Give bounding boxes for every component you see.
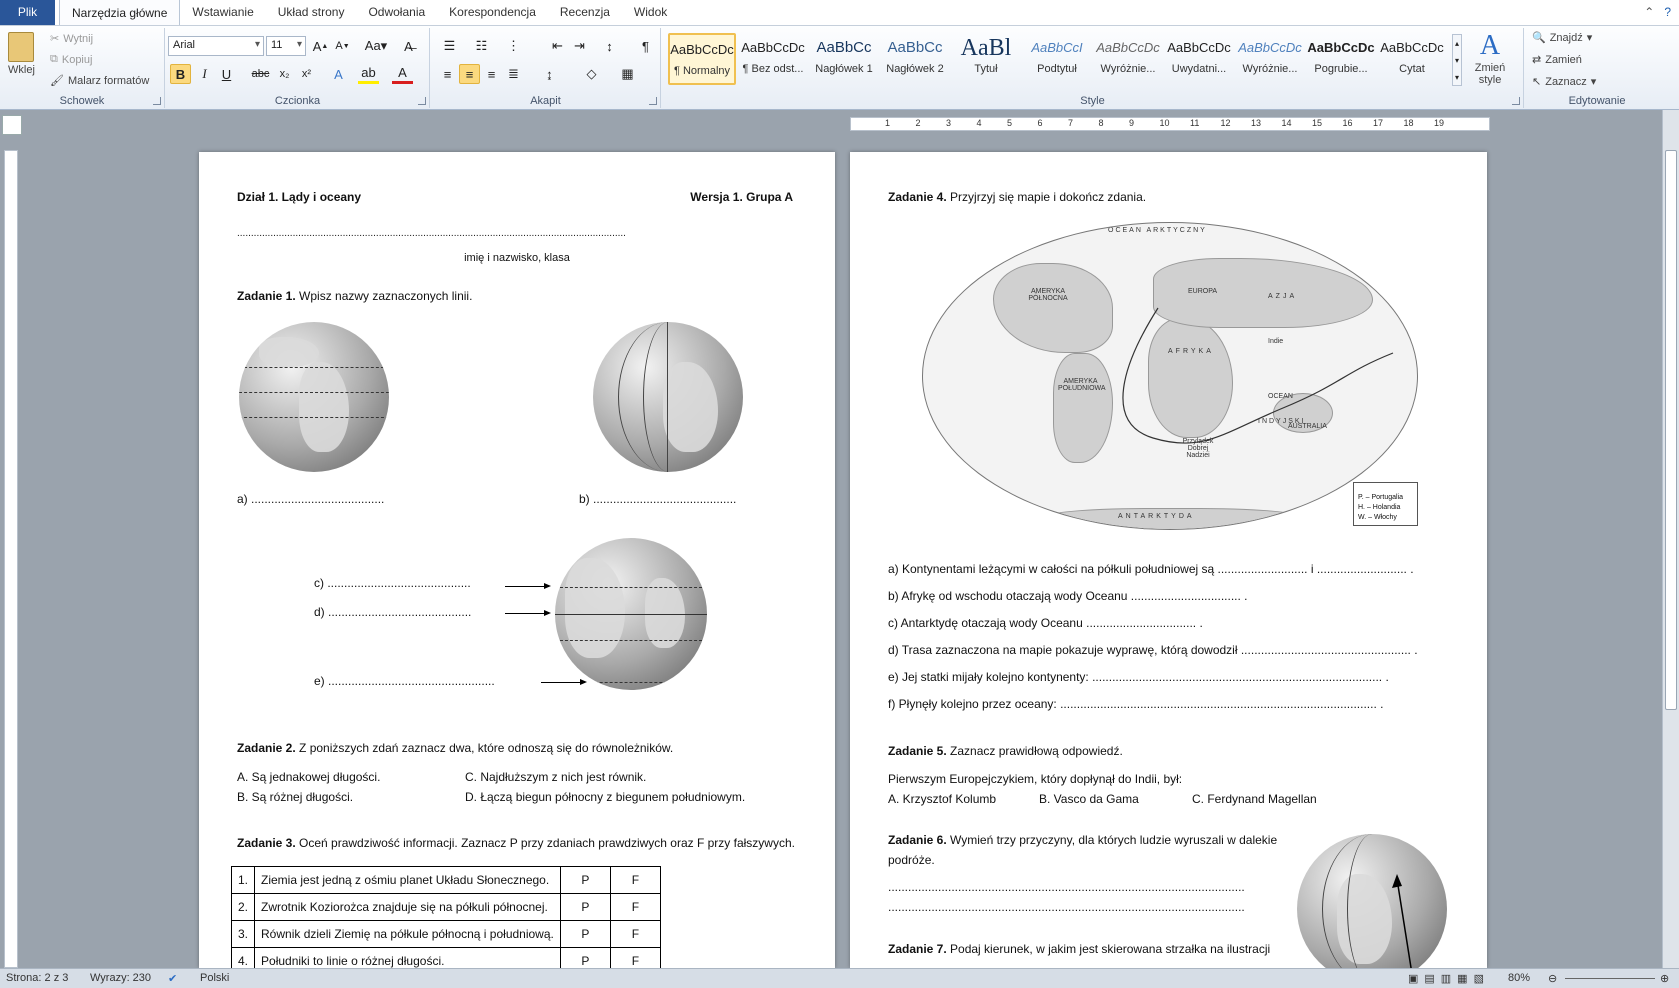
paste-icon — [8, 32, 34, 62]
text-effects-icon[interactable]: A — [334, 66, 343, 82]
ruler-tick-label: 1 — [885, 118, 891, 128]
table-cell: Równik dzieli Ziemię na półkule północną i południową. — [255, 921, 561, 948]
task5-question: Pierwszym Europejczykiem, który dopłynął do Indii, był: — [888, 772, 1183, 786]
align-left-icon[interactable]: ≡ — [443, 66, 452, 82]
task5-option-c[interactable]: C. Ferdynand Magellan — [1192, 792, 1317, 806]
task6-text-2: podróże. — [888, 853, 935, 867]
zoom-level[interactable]: 80% — [1508, 972, 1531, 984]
ruler-tick-label: 16 — [1342, 118, 1353, 128]
table-cell[interactable]: F — [610, 894, 660, 921]
direction-arrow — [1297, 834, 1447, 984]
style-item[interactable]: AaBbCcDc Pogrubie... — [1307, 40, 1375, 75]
map-legend: P. – Portugalia H. – Holandia W. – Włochy — [1353, 482, 1418, 526]
style-item[interactable]: AaBbCcI Podtytuł — [1031, 40, 1083, 75]
style-item[interactable]: AaBbCc Nagłówek 1 — [815, 39, 873, 75]
task6-text: Wymień trzy przyczyny, dla których ludzie wyruszali w dalekie — [950, 833, 1278, 847]
question-b: b) Afrykę od wschodu otaczają wody Oceanu ................................. . — [888, 589, 1248, 603]
task4-text: Przyjrzyj się mapie i dokończ zdania. — [950, 190, 1147, 204]
decrease-indent-icon[interactable]: ⇤ — [552, 38, 563, 53]
task5-option-a[interactable]: A. Krzysztof Kolumb — [888, 792, 997, 806]
zoom-in-icon[interactable]: ⊕ — [1660, 973, 1670, 985]
tab-view[interactable]: Widok — [633, 5, 668, 19]
globe-parallels — [239, 322, 389, 472]
status-bar — [0, 968, 1679, 988]
map-label-indian: INDYJSKI — [1258, 418, 1306, 425]
tab-file[interactable]: Plik — [0, 0, 55, 25]
underline-icon[interactable]: U — [221, 66, 232, 82]
borders-icon[interactable]: ▦ — [621, 66, 634, 81]
task2-option-b[interactable]: B. Są różnej długości. — [237, 790, 354, 804]
task2-option-a[interactable]: A. Są jednakowej długości. — [237, 770, 381, 784]
table-cell: 3. — [232, 921, 255, 948]
map-label-cape: Przylądek Dobrej Nadziei — [1182, 438, 1214, 459]
bullets-icon[interactable]: ☰ — [443, 38, 456, 53]
tab-selector[interactable] — [2, 115, 22, 135]
header-right: Wersja 1. Grupa A — [690, 190, 793, 204]
header-left: Dział 1. Lądy i oceany — [237, 190, 362, 204]
superscript-icon[interactable]: x² — [301, 68, 312, 80]
tab-home[interactable]: Narzędzia główne — [59, 0, 180, 25]
true-false-table — [231, 866, 661, 975]
cut-button[interactable]: ✂ Wytnij — [50, 32, 94, 45]
ribbon-tab-bar — [0, 0, 1679, 26]
task5-option-b[interactable]: B. Vasco da Gama — [1039, 792, 1139, 806]
task3-title: Zadanie 3. — [237, 836, 296, 850]
tab-insert[interactable]: Wstawianie — [192, 5, 254, 19]
ruler-tick-label: 15 — [1312, 118, 1323, 128]
table-cell: Zwrotnik Koziorożca znajduje się na półkuli północnej. — [255, 894, 561, 921]
map-label-asia: AZJA — [1268, 293, 1298, 300]
group-label-clipboard: Schowek — [59, 95, 105, 107]
ruler-tick-label: 14 — [1281, 118, 1292, 128]
style-item[interactable]: AaBbCcDc Wyróżnie... — [1238, 40, 1302, 75]
table-row — [232, 894, 661, 921]
bold-icon[interactable]: B — [170, 64, 191, 84]
table-cell[interactable]: P — [560, 948, 610, 975]
map-label-south-america: AMERYKA POŁUDNIOWA — [1058, 378, 1106, 392]
italic-icon[interactable]: I — [202, 66, 207, 81]
world-map — [922, 222, 1418, 530]
group-label-editing: Edytowanie — [1568, 95, 1626, 107]
map-label-ocean: OCEAN — [1268, 393, 1293, 400]
binoculars-icon: 🔍 — [1532, 32, 1546, 44]
shrink-font-icon[interactable]: A ▼ — [335, 40, 350, 52]
minimize-ribbon-icon[interactable]: ⌃ — [1644, 5, 1655, 19]
group-label-styles: Style — [1080, 95, 1105, 107]
arrow-e — [541, 682, 585, 683]
styles-scroll-icon[interactable]: ▴ ▾ ▾ — [1452, 34, 1462, 86]
answer-b: b) ........................................... — [579, 492, 737, 506]
ruler-tick-label: 5 — [1007, 118, 1013, 128]
map-label-africa: AFRYKA — [1168, 348, 1214, 355]
grow-font-icon[interactable]: A ▲ — [312, 38, 329, 54]
zoom-slider[interactable] — [1565, 978, 1655, 979]
style-item[interactable]: AaBbCcDc Cytat — [1380, 40, 1444, 75]
replace-icon: ⇄ — [1532, 54, 1542, 66]
group-clipboard — [0, 28, 165, 108]
globe-meridians — [593, 322, 743, 472]
question-f: f) Płynęły kolejno przez oceany: ............................................................................................... . — [888, 697, 1384, 711]
group-label-font: Czcionka — [274, 95, 321, 107]
help-icon[interactable]: ? — [1664, 5, 1671, 19]
sort-icon[interactable]: ↕ — [606, 38, 613, 54]
highlight-icon[interactable]: ab — [358, 64, 379, 84]
question-c: c) Antarktydę otaczają wody Oceanu ................................. . — [888, 616, 1203, 630]
language[interactable]: Polski — [200, 972, 230, 984]
map-label-india: Indie — [1268, 338, 1284, 345]
group-styles — [662, 28, 1524, 108]
question-d: d) Trasa zaznaczona na mapie pokazuje wyprawę, którą dowodził ................................................... . — [888, 643, 1418, 657]
scrollbar-thumb[interactable] — [1665, 150, 1677, 710]
task6-title: Zadanie 6. — [888, 833, 947, 847]
name-line: ............................................................................................................................................ — [237, 228, 626, 239]
style-item[interactable]: AaBbCcDc Wyróżnie... — [1096, 40, 1160, 75]
map-label-europe: EUROPA — [1188, 288, 1218, 295]
font-size-combo[interactable]: 11 ▾ — [266, 36, 306, 56]
map-label-north-america: AMERYKA PÓŁNOCNA — [1028, 288, 1068, 302]
view-mode-icons[interactable]: ▣▤▥▦▧ — [1408, 973, 1490, 985]
task1-text: Wpisz nazwy zaznaczonych linii. — [299, 289, 473, 303]
style-item[interactable]: AaBbCcDc Uwydatni... — [1167, 40, 1231, 75]
task7-text: Podaj kierunek, w jakim jest skierowana strzałka na ilustracji — [950, 942, 1271, 956]
task5-text: Zaznacz prawidłową odpowiedź. — [950, 744, 1123, 758]
map-label-arctic: OCEAN ARKTYCZNY — [1108, 227, 1207, 234]
cursor-icon: ↖ — [1532, 76, 1542, 88]
proofing-icon[interactable]: ✔ — [168, 973, 178, 985]
ruler-tick-label: 8 — [1098, 118, 1104, 128]
tab-mailings[interactable]: Korespondencja — [449, 5, 536, 19]
ruler-tick-label: 18 — [1403, 118, 1414, 128]
format-painter-button[interactable]: 🖌 Malarz formatów — [50, 74, 150, 87]
brush-icon: 🖌 — [50, 75, 64, 87]
name-label: imię i nazwisko, klasa — [464, 252, 570, 264]
change-styles-button[interactable]: A Zmień style — [1474, 30, 1506, 86]
styles-launcher-icon[interactable] — [1512, 97, 1520, 105]
task6-dots-1: ........................................................................................................... — [888, 880, 1245, 894]
change-styles-icon: A — [1479, 30, 1501, 61]
table-cell: 1. — [232, 867, 255, 894]
shading-icon[interactable]: ◇ — [586, 66, 597, 81]
group-paragraph — [431, 28, 661, 108]
task6-dots-2: ........................................................................................................... — [888, 900, 1245, 914]
paste-button[interactable]: Wklej — [8, 32, 35, 76]
ruler-tick-label: 17 — [1373, 118, 1384, 128]
ruler-tick-label: 7 — [1068, 118, 1074, 128]
arrow-c — [505, 586, 549, 587]
font-launcher-icon[interactable] — [418, 97, 426, 105]
ruler-tick-label: 13 — [1251, 118, 1262, 128]
map-label-antarctica: ANTARKTYDA — [1118, 513, 1195, 520]
question-e: e) Jej statki mijały kolejno kontynenty: ....................................................................................... . — [888, 670, 1389, 684]
table-cell[interactable]: P — [560, 867, 610, 894]
group-label-paragraph: Akapit — [530, 95, 561, 107]
task2-text: Z poniższych zdań zaznacz dwa, które odnoszą się do równoleżników. — [299, 741, 674, 755]
document-page-1[interactable] — [199, 152, 835, 968]
change-case-icon[interactable]: Aa▾ — [364, 38, 388, 53]
table-cell[interactable]: P — [560, 921, 610, 948]
task2-option-d[interactable]: D. Łączą biegun północny z biegunem południowym. — [465, 790, 746, 804]
table-cell: Ziemia jest jedną z ośmiu planet Układu Słonecznego. — [255, 867, 561, 894]
question-a: a) Kontynentami leżącymi w całości na półkuli południowej są ........................... i ........................... . — [888, 562, 1414, 576]
task5-title: Zadanie 5. — [888, 744, 947, 758]
style-item[interactable]: AaBbCcDc ¶ Normalny — [668, 33, 736, 85]
document-page-2[interactable] — [850, 152, 1487, 968]
select-button[interactable]: ↖ Zaznacz ▾ — [1532, 75, 1597, 88]
ruler-tick-label: 3 — [946, 118, 952, 128]
ruler-tick-label: 6 — [1037, 118, 1043, 128]
task7-title: Zadanie 7. — [888, 942, 947, 956]
answer-e: e) .................................................. — [314, 674, 495, 688]
answer-d: d) ........................................... — [314, 605, 472, 619]
justify-icon[interactable]: ≣ — [508, 66, 519, 81]
find-button[interactable]: 🔍 Znajdź ▾ — [1532, 31, 1593, 44]
vertical-scrollbar[interactable] — [1662, 110, 1679, 968]
globe-arrow — [1297, 834, 1447, 984]
tab-review[interactable]: Recenzja — [559, 5, 610, 19]
clear-format-icon[interactable]: A̶ — [404, 38, 413, 54]
tab-references[interactable]: Odwołania — [368, 5, 426, 19]
route-line — [923, 223, 1418, 530]
task3-text: Oceń prawdziwość informacji. Zaznacz P przy zdaniach prawdziwych oraz F przy fałszywych. — [299, 836, 795, 850]
ruler-tick-label: 19 — [1434, 118, 1445, 128]
align-center-icon[interactable]: ≡ — [459, 64, 480, 84]
scissors-icon: ✂ — [50, 33, 60, 45]
word-count[interactable]: Wyrazy: 230 — [90, 972, 152, 984]
table-cell: 4. — [232, 948, 255, 975]
font-color-icon[interactable]: A — [392, 64, 413, 84]
table-row — [232, 921, 661, 948]
ribbon — [0, 26, 1679, 110]
table-cell: Południki to linie o różnej długości. — [255, 948, 561, 975]
task4-title: Zadanie 4. — [888, 190, 947, 204]
clipboard-launcher-icon[interactable] — [153, 97, 161, 105]
ruler-tick-label: 9 — [1129, 118, 1135, 128]
horizontal-ruler[interactable] — [850, 117, 1490, 131]
table-cell[interactable]: F — [610, 948, 660, 975]
show-marks-icon[interactable]: ¶ — [642, 38, 649, 54]
ruler-tick-label: 11 — [1190, 118, 1200, 128]
map-label-australia: AUSTRALIA — [1288, 423, 1327, 430]
vertical-ruler[interactable] — [4, 150, 18, 968]
table-cell[interactable]: F — [610, 921, 660, 948]
copy-icon: ⧉ — [50, 53, 58, 65]
page-count[interactable]: Strona: 2 z 3 — [6, 972, 69, 984]
subscript-icon[interactable]: x₂ — [279, 68, 290, 80]
answer-a: a) ........................................ — [237, 492, 385, 506]
group-font — [166, 28, 430, 108]
multilevel-list-icon[interactable]: ⋮ — [507, 38, 520, 53]
table-cell: 2. — [232, 894, 255, 921]
task1-title: Zadanie 1. — [237, 289, 296, 303]
ruler-tick-label: 10 — [1159, 118, 1170, 128]
task2-option-c[interactable]: C. Najdłuższym z nich jest równik. — [465, 770, 647, 784]
task2-title: Zadanie 2. — [237, 741, 296, 755]
ruler-tick-label: 2 — [915, 118, 921, 128]
style-item[interactable]: AaBbCcDc ¶ Bez odst... — [741, 40, 805, 75]
table-row — [232, 867, 661, 894]
paragraph-launcher-icon[interactable] — [649, 97, 657, 105]
tab-page-layout[interactable]: Układ strony — [277, 5, 345, 19]
style-item[interactable]: AaBbCc Nagłówek 2 — [886, 39, 944, 75]
strikethrough-icon[interactable]: abc — [251, 68, 270, 80]
numbering-icon[interactable]: ☷ — [475, 38, 488, 53]
answer-c: c) ........................................... — [314, 576, 471, 590]
font-name-combo[interactable]: Arial ▾ — [168, 36, 264, 56]
globe-lines-cde — [555, 538, 707, 690]
arrow-d — [505, 613, 549, 614]
ruler-tick-label: 4 — [976, 118, 982, 128]
line-spacing-icon[interactable]: ↨ — [546, 66, 553, 82]
ruler-tick-label: 12 — [1220, 118, 1231, 128]
increase-indent-icon[interactable]: ⇥ — [574, 38, 585, 53]
replace-button[interactable]: ⇄ Zamień — [1532, 53, 1582, 66]
style-item[interactable]: AaBl Tytuł — [960, 35, 1012, 75]
align-right-icon[interactable]: ≡ — [487, 66, 496, 82]
copy-button[interactable]: ⧉ Kopiuj — [50, 53, 93, 66]
table-cell[interactable]: F — [610, 867, 660, 894]
table-cell[interactable]: P — [560, 894, 610, 921]
zoom-out-icon[interactable]: ⊖ — [1548, 973, 1558, 985]
group-editing — [1526, 28, 1668, 108]
